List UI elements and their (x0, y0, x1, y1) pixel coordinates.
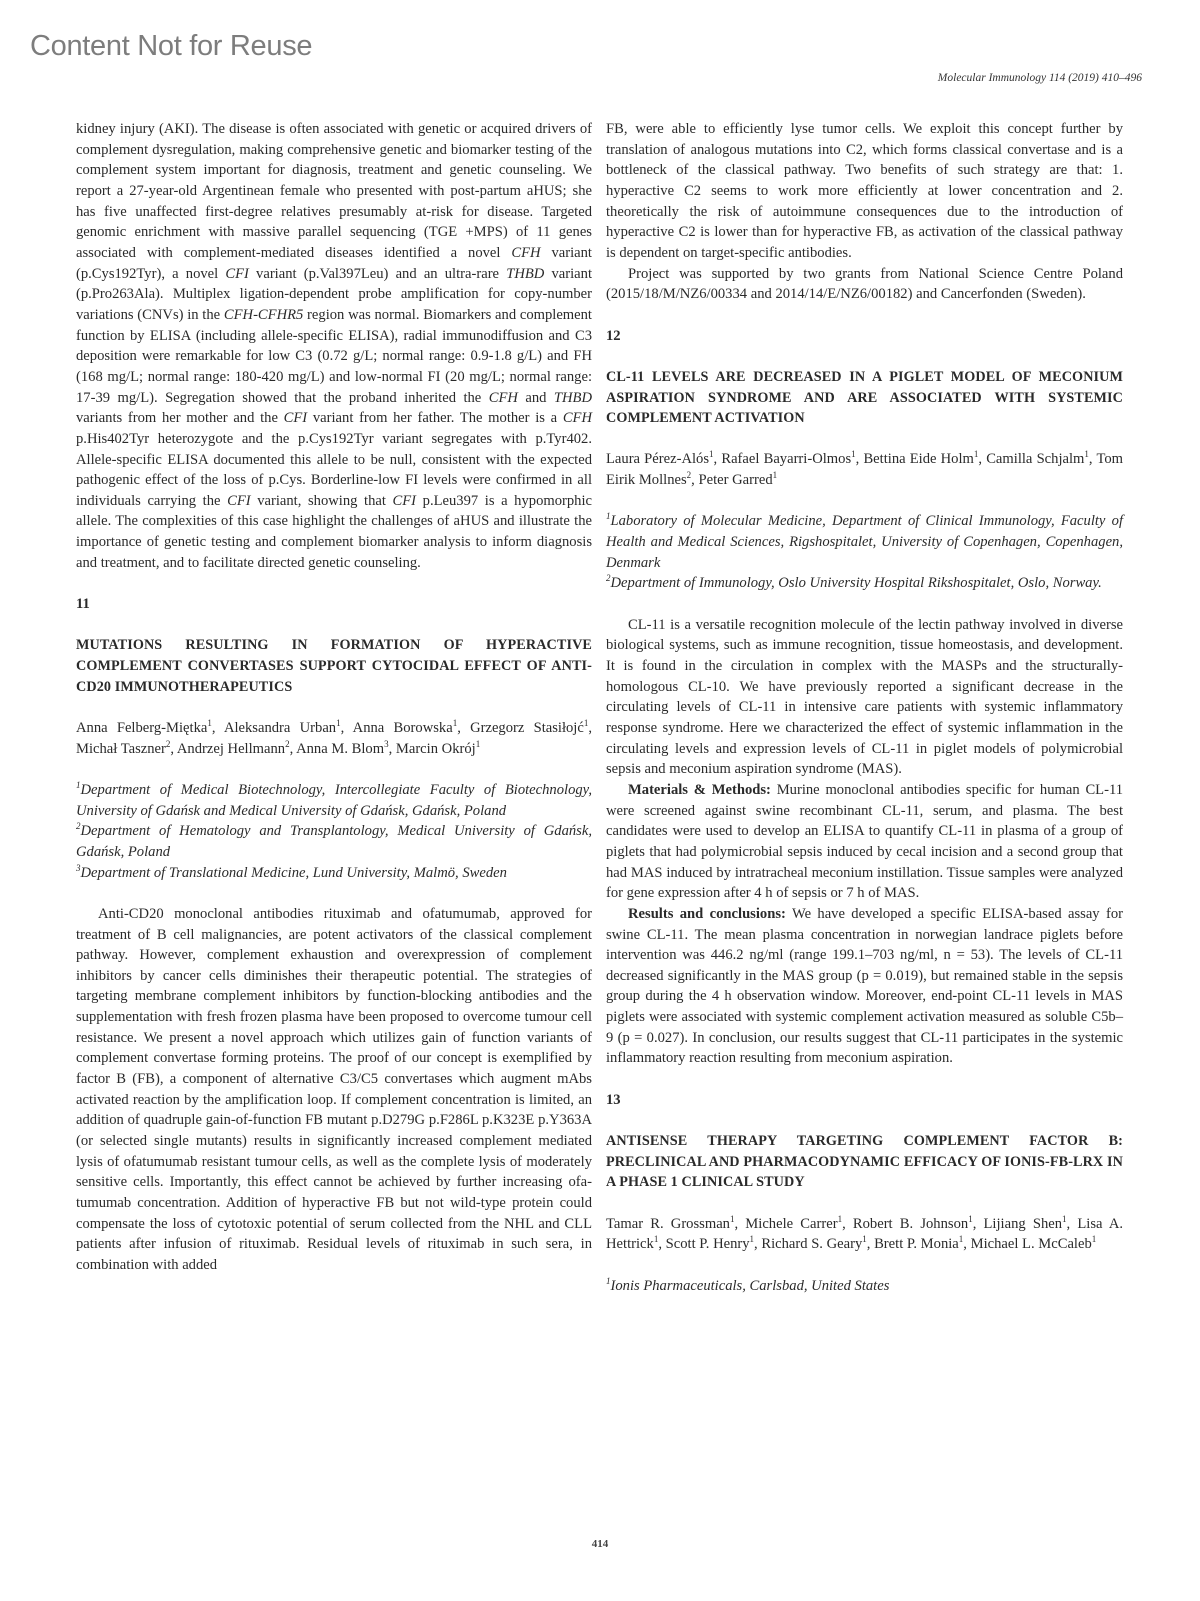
author-affiliation-marker: 1 (958, 1234, 964, 1245)
affiliation-text: Department of Translational Medicine, Lund University, Malmö, Sweden (80, 864, 507, 881)
gene-name: CFH (488, 389, 518, 406)
abstract-13-affiliations (606, 1276, 1123, 1297)
author-name: Michele Carrer (745, 1215, 838, 1232)
gene-name: CFI (225, 265, 249, 282)
gene-name: THBD (506, 265, 545, 282)
affiliation (606, 1276, 1123, 1297)
text-run: variant (p.Val397Leu) and an ultra-rare (248, 265, 507, 282)
author-name: Tom Eirik Mollnes (606, 451, 1123, 489)
author-affiliation-marker: 1 (653, 1234, 659, 1245)
abstract-12-methods (606, 780, 1123, 904)
author-name: Camilla Schjalm (986, 451, 1085, 468)
abstract-13-authors: Tamar R. Grossman$^1$, Michele Carrer$^1$, Robert B. Johnson$^1$, Lijiang Shen$^1$, Lisa A. Hettrick$^1$, Scott P. Henry$^1$, Richard S. Geary$^1$, Brett P. Monia$^1$, Michael L. McCaleb$^1$ (606, 1213, 1124, 1253)
affiliation-number: 1 (606, 1275, 611, 1286)
results-text: We have developed a specific ELISA-based assay for swine CL-11. The mean plasma concentration in norwegian landrace piglets before intervention was 446.2 ng/ml (range 199.1–703 ng/ml, n = 53). The levels of CL-11 decreased significantly in the MAS group (p = 0.019), but remained stable in the sepsis group during the 4 h observation window. Moreover, end-point CL-11 levels in MAS piglets were associated with systemic complement activation measured as soluble C5b–9 (p = 0.027). In conclusion, our results suggest that CL-11 participates in the systemic inflammatory reaction resulting from meconium aspiration. (606, 905, 1123, 1067)
methods-label: Materials & Methods: (628, 781, 771, 798)
affiliation (76, 863, 592, 884)
gene-name: CFI (283, 410, 308, 427)
author-name: Anna M. Blom (296, 740, 385, 757)
abstract-12-results (606, 904, 1123, 1069)
text-run: kidney injury (AKI). The disease is often associated with genetic or acquired drivers of complement dysregulation, making comprehensive genetic and biomarker testing of the complement system important for diagnosis, treatment and genetic counseling. We report a 27-year-old Argentinean female who presented with post-partum aHUS; she has five unaffected first-degree relatives presumably at-risk for disease. Targeted genomic enrichment with massive parallel sequencing (TGE +MPS) of 11 genes associated with complement-mediated diseases identified a novel (76, 121, 592, 261)
author-affiliation-marker: 1 (729, 1213, 735, 1224)
right-column (606, 119, 1123, 1296)
affiliation (76, 780, 592, 821)
affiliation-number: 1 (76, 780, 81, 791)
abstract-11-authors: Anna Felberg-Miętka$^1$, Aleksandra Urban$^1$, Anna Borowska$^1$, Grzegorz Stasiłojć$^1$, Michał Taszner$^2$, Andrzej Hellmann$^2$, Anna M. Blom$^3$, Marcin Okrój$^1$ (76, 718, 592, 757)
affiliation (606, 573, 1123, 594)
author-name: Rafael Bayarri-Olmos (721, 451, 852, 468)
author-affiliation-marker: 2 (165, 738, 171, 749)
author-affiliation-marker: 1 (1091, 1234, 1097, 1245)
gene-name: THBD (553, 389, 592, 406)
author-affiliation-marker: 1 (583, 718, 589, 729)
abstract-11-title: MUTATIONS RESULTING IN FORMATION OF HYPERACTIVE COMPLEMENT CONVERTASES SUPPORT CYTOCIDAL EFFECT OF ANTI-CD20 IMMUNOTHERAPEUTICS (76, 637, 592, 695)
author-affiliation-marker: 1 (772, 470, 778, 481)
gene-name: CFI (227, 492, 251, 509)
author-name: Bettina Eide Holm (863, 451, 974, 468)
affiliation-text: Department of Medical Biotechnology, Intercollegiate Faculty of Biotechnology, University of Gdańsk and Medical University of Gdańsk, Gdańsk, Poland (76, 781, 592, 819)
affiliation-text: Department of Hematology and Transplantology, Medical University of Gdańsk, Gdańsk, Poland (76, 823, 592, 860)
author-name: Michał Taszner (76, 740, 166, 757)
author-name: Scott P. Henry (665, 1236, 750, 1253)
author-name: Marcin Okrój (395, 740, 476, 757)
author-name: Anna Borowska (352, 719, 453, 736)
text-run: variants from her mother and the (76, 410, 284, 427)
text-run: variant (p.Pro263Ala). Multiplex ligation-dependent probe amplification for copy-number variations (CNVs) in the (76, 265, 592, 323)
author-affiliation-marker: 1 (973, 449, 979, 460)
text-run: variant, showing that (250, 492, 393, 509)
author-name: Anna Felberg-Miętka (76, 719, 208, 736)
author-affiliation-marker: 1 (1084, 449, 1089, 460)
author-name: Lisa A. Hettrick (606, 1215, 1124, 1253)
author-name: Andrzej Hellmann (176, 740, 286, 757)
author-name: Grzegorz Stasiłojć (470, 719, 584, 736)
author-name: Tamar R. Grossman (606, 1215, 730, 1232)
abstract-12-intro: CL-11 is a versatile recognition molecule of the lectin pathway involved in diverse biological systems, such as immune recognition, tissue homeostasis, and development. It is found in the circulation in complex with the MASPs and the structurally-homologous CL-10. We have previously reported a significant decrease in the circulating levels of CL-11 in intensive care patients with systemic inflammatory response syndrome. Here we characterized the effect of systemic inflammation in the circulating levels and expression levels of CL-11 in piglet models of polymicrobial sepsis and meconium aspiration syndrome (MAS). (606, 616, 1123, 778)
author-name: Laura Pérez-Alós (606, 451, 710, 468)
affiliation-number: 2 (76, 821, 81, 832)
gene-name: CFI (392, 492, 417, 509)
text-run: variant from her father. The mother is a (307, 410, 563, 427)
abstract-12-number: 12 (606, 327, 621, 344)
author-name: Lijiang Shen (983, 1215, 1063, 1232)
author-affiliation-marker: 1 (207, 718, 212, 729)
abstract-11-body-continued: FB, were able to efficiently lyse tumor cells. We exploit this concept further by translation of analogous mutations into C2, which forms classical convertase and is a bottleneck of the classical pathway. Two benefits of such strategy are that: 1. hyperactive C2 seems to work more efficiently at lower concentration and 2. theoretically the risk of autoimmune consequences due to the introduction of hyperactive C2 is lower than for hyperactive FB, as activation of the classical pathway is dependent on target-specific antibodies. (606, 121, 1123, 261)
author-affiliation-marker: 1 (475, 738, 481, 749)
author-affiliation-marker: 1 (968, 1213, 973, 1224)
text-run: variant (p.Cys192Tyr), a novel (76, 244, 592, 282)
text-run: p.Leu397 is a hypomorphic allele. The complexities of this case highlight the challenges of aHUS and illustrate the importance of genetic testing and complement biomarker analysis to inform diagnosis and treatment, and to facilitate directed genetic counseling. (76, 492, 592, 571)
abstract-11-affiliations (76, 780, 592, 883)
gene-name: CFH-CFHR5 (223, 306, 304, 323)
author-affiliation-marker: 1 (749, 1234, 755, 1245)
affiliation-number: 1 (606, 511, 611, 522)
author-affiliation-marker: 1 (709, 449, 714, 460)
gene-name: CFH (562, 410, 593, 427)
abstract-12-title: CL-11 LEVELS ARE DECREASED IN A PIGLET MODEL OF MECONIUM ASPIRATION SYNDROME AND ARE ASSOCIATED WITH SYSTEMIC COMPLEMENT ACTIVATION (606, 368, 1123, 427)
text-run: and (517, 389, 554, 406)
results-label: Results and conclusions: (628, 905, 786, 922)
methods-text: Murine monoclonal antibodies specific for human CL-11 were screened against swine recombinant CL-11, serum, and plasma. The best candidates were used to develop an ELISA to quantify CL-11 in plasma of a group of piglets that had polymicrobial sepsis induced by cecal incision and a second group that had MAS induced by intratracheal meconium instillation. Tissue samples were analyzed for gene expression after 4 h of sepsis or 7 h of MAS. (606, 781, 1123, 902)
watermark: Content Not for Reuse (30, 30, 313, 62)
affiliation-text: Department of Immunology, Oslo University Hospital Rikshospitalet, Oslo, Norway. (610, 575, 1102, 592)
author-affiliation-marker: 1 (862, 1234, 867, 1245)
abstract-11-body: Anti-CD20 monoclonal antibodies rituximab and ofatumumab, approved for treatment of B cell malignancies, are potent activators of the classical complement pathway. However, complement exhaustion and overexpression of complement inhibitors by cancer cells diminishes their therapeutic potential. The strategies of targeting membrane complement inhibitors by function-blocking antibodies and the supplementation with fresh frozen plasma have been proposed to overcome tumour cell resistance. We present a novel approach which utilizes gain of function variants of complement convertase forming proteins. The proof of our concept is exemplified by factor B (FB), a component of alternative C3/C5 convertases which augment mAbs activated reaction by the amplification loop. If complement concentration is limited, an addition of quadruple gain-of-function FB mutant p.D279G p.F286L p.K323E p.Y363A (or selected single mutants) results in significantly increased complement mediated lysis of ofatumumab resistant tumour cells, as well as the complete lysis of moderately sensitive cells. Importantly, this effect cannot be achieved by further increasing ofatumumab concentration. Addition of hyperactive FB but not wild-type protein could compensate the loss of cytotoxic potential of serum collected from the NHL and CLL patients after infusion of rituximab. Residual levels of rituximab in such sera, in combination with added (76, 905, 592, 1274)
author-name: Richard S. Geary (761, 1236, 863, 1253)
affiliation-text: Laboratory of Molecular Medicine, Department of Clinical Immunology, Faculty of Health and Medical Sciences, Rigshospitalet, University of Copenhagen, Copenhagen, Denmark (606, 513, 1123, 571)
affiliation-number: 2 (606, 573, 611, 584)
abstract-12-affiliations (606, 511, 1123, 594)
text-run: p.His402Tyr heterozygote and the p.Cys192Tyr variant segregates with p.Tyr402. Allele-specific ELISA documented this allele to be null, consistent with the expected pathogenic effect of the loss of p.Cys. Borderline-low FI levels were confirmed in all individuals carrying the (76, 430, 592, 509)
text-run: region was normal. Biomarkers and complement function by ELISA (including allele-specific ELISA), radial immunodiffusion and C3 deposition were remarkable for low C3 (0.72 g/L; normal range: 0.9-1.8 g/L) and FH (168 mg/L; normal range: 180-420 mg/L) and low-normal FI (20 mg/L; normal range: 17-39 mg/L). Segregation showed that the proband inherited the (76, 306, 592, 406)
affiliation-text: Ionis Pharmaceuticals, Carlsbad, United States (610, 1277, 890, 1294)
gene-name: CFH (511, 244, 541, 261)
author-affiliation-marker: 1 (837, 1213, 843, 1224)
continued-abstract-body (76, 119, 592, 573)
author-name: Michael L. McCaleb (970, 1236, 1092, 1253)
author-affiliation-marker: 1 (336, 718, 341, 729)
abstract-13-title: ANTISENSE THERAPY TARGETING COMPLEMENT FACTOR B: PRECLINICAL AND PHARMACODYNAMIC EFFICACY OF IONIS-FB-LRX IN A PHASE 1 CLINICAL STUDY (606, 1133, 1123, 1191)
author-name: Robert B. Johnson (852, 1215, 969, 1232)
author-affiliation-marker: 2 (686, 470, 692, 481)
abstract-11-funding: Project was supported by two grants from National Science Centre Poland (2015/18/M/NZ6/00334 and 2014/14/E/NZ6/00182) and Cancerfonden (Sweden). (606, 265, 1123, 303)
author-affiliation-marker: 1 (851, 449, 856, 460)
author-affiliation-marker: 1 (452, 718, 458, 729)
affiliation (606, 511, 1123, 573)
author-affiliation-marker: 2 (285, 738, 290, 749)
page-number: 414 (591, 1538, 609, 1550)
affiliation (76, 821, 592, 862)
author-name: Brett P. Monia (874, 1236, 959, 1253)
affiliation-number: 3 (76, 862, 81, 873)
author-name: Aleksandra Urban (223, 719, 337, 736)
running-head-journal-citation: Molecular Immunology 114 (2019) 410–496 (937, 72, 1142, 84)
author-affiliation-marker: 3 (384, 738, 389, 749)
author-affiliation-marker: 1 (1062, 1213, 1067, 1224)
abstract-13-number: 13 (606, 1091, 621, 1108)
left-column (76, 119, 592, 1276)
abstract-12-authors: Laura Pérez-Alós$^1$, Rafael Bayarri-Olmos$^1$, Bettina Eide Holm$^1$, Camilla Schjalm$^1$, Tom Eirik Mollnes$^2$, Peter Garred$^1$ (606, 449, 1123, 489)
author-name: Peter Garred (698, 472, 773, 489)
abstract-11-number: 11 (76, 596, 90, 613)
